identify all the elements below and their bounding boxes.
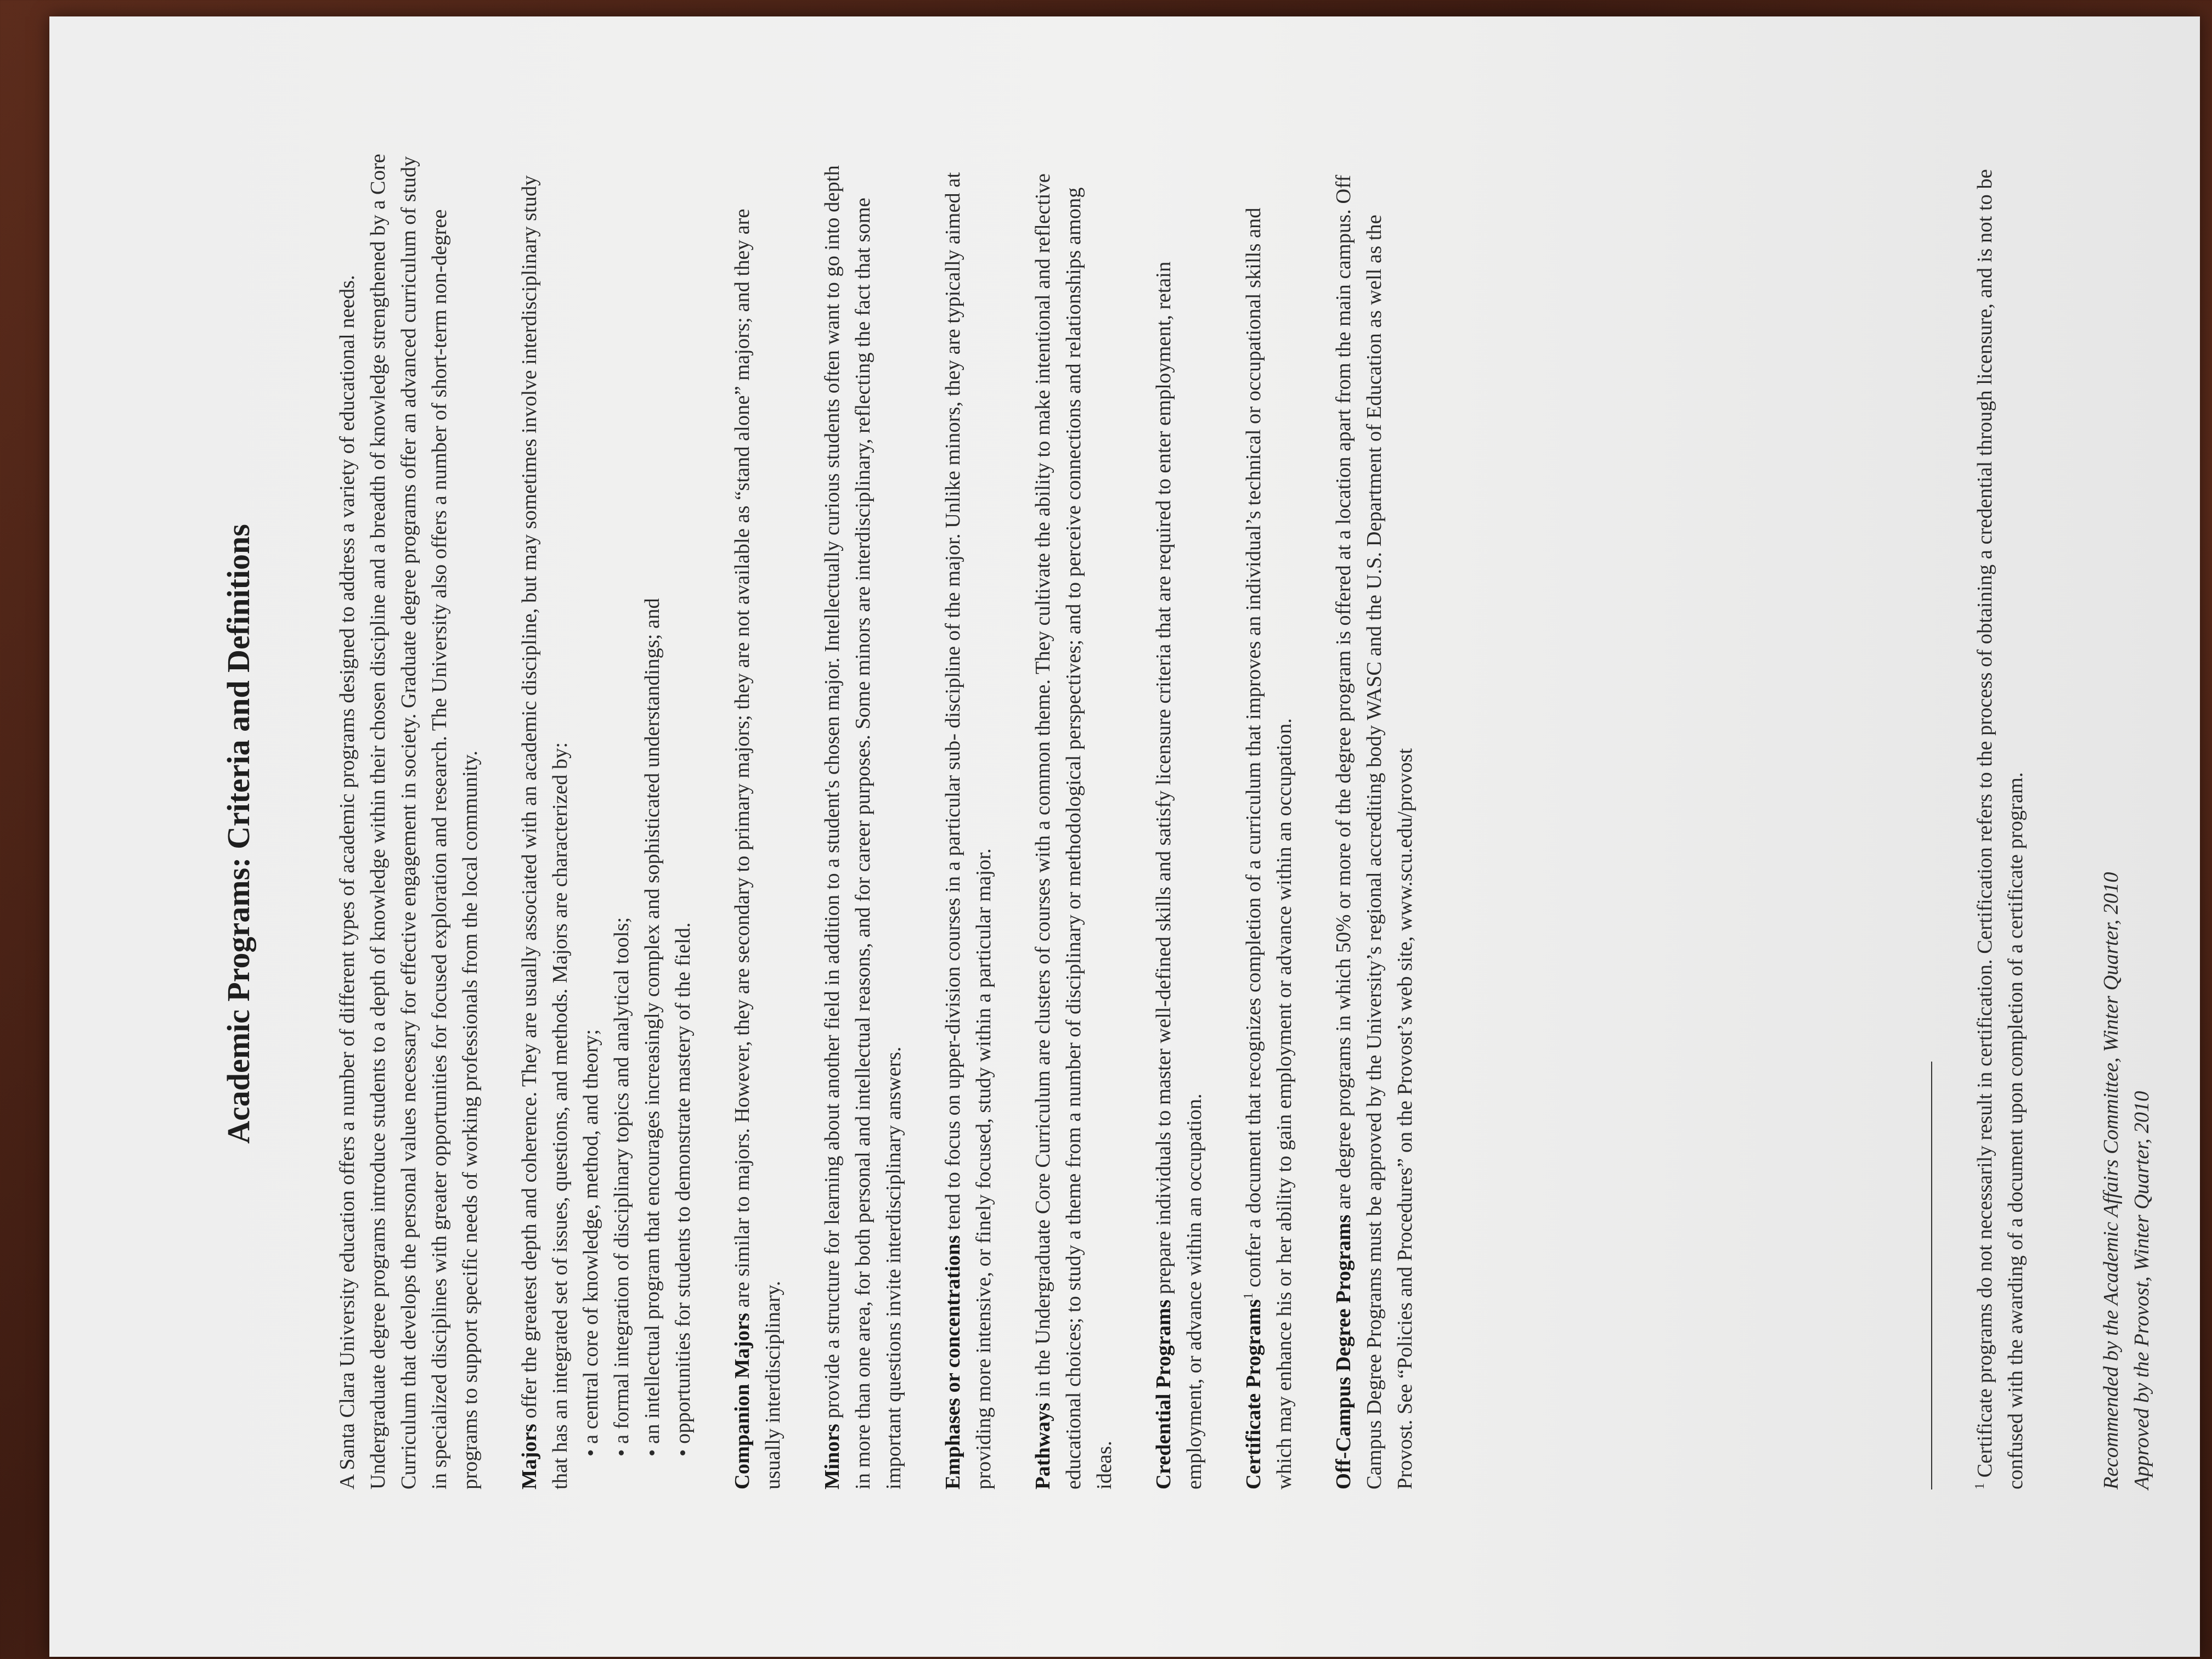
footnote-divider xyxy=(1931,1062,1932,1489)
companion-majors-term: Companion Majors xyxy=(731,1313,754,1489)
certificate-programs-text: confer a document that recognizes completion of a curriculum that improves an individual’s technical or occupational skills and which may enhance his or her ability to gain employment or advance within an occupation. xyxy=(1242,207,1296,1489)
credential-programs-term: Credential Programs xyxy=(1152,1299,1175,1489)
off-campus-term: Off-Campus Degree Programs xyxy=(1332,1214,1355,1489)
majors-section xyxy=(514,151,698,1489)
credential-programs-text: prepare individuals to master well-defined skills and satisfy licensure criteria that are required to enter employment, retain employment, or advance within an occupation. xyxy=(1152,261,1206,1489)
pathways-text: in the Undergraduate Core Curriculum are clusters of courses with a common theme. They cultivate the ability to make intentional and reflective educational choices; to study a theme from a number of disciplinary or methodological perspectives; and to perceive connections and relationships among ideas. xyxy=(1031,173,1116,1489)
off-campus-text: are degree programs in which 50% or more of the degree program is offered at a location apart from the main campus. Off Campus Degree Programs must be approved by the University’s regional accrediting body WASC and the U.S. Department of Education as well as the Provost. See “Policies and Procedures” on the Provost’s web site, www.scu.edu/provost xyxy=(1332,174,1417,1489)
footnote-reference: 1 xyxy=(1242,1293,1256,1300)
approval-block xyxy=(2096,151,2157,1489)
minors-term: Minors xyxy=(821,1424,844,1489)
footnote xyxy=(1970,151,2031,1489)
certificate-programs-paragraph xyxy=(1238,151,1300,1489)
companion-majors-text: are similar to majors. However, they are secondary to primary majors; they are not available as “stand alone” majors; and they are usually interdisciplinary. xyxy=(731,208,785,1489)
document-body xyxy=(332,151,1449,1489)
emphases-term: Emphases or concentrations xyxy=(941,1235,964,1489)
footnote-text: Certificate programs do not necessarily result in certification. Certification refers to the process of obtaining a credential through licensure, and is not to be confused with the awarding of a document upon completion of a certificate program. xyxy=(1973,169,2027,1489)
recommended-line: Recommended by the Academic Affairs Committee, Winter Quarter, 2010 xyxy=(2100,872,2123,1489)
pathways-paragraph xyxy=(1028,151,1120,1489)
document-page xyxy=(219,38,2212,1629)
credential-programs-paragraph xyxy=(1148,151,1210,1489)
emphases-paragraph xyxy=(938,151,999,1489)
page-title: Academic Programs: Criteria and Definitions xyxy=(221,524,256,1144)
list-item: • a central core of knowledge, method, and theory; xyxy=(575,151,606,1457)
minors-text: provide a structure for learning about another field in addition to a student's chosen major. Intellectually curious students often want to go into depth in more than one area, for both personal and intellectual reasons, and for career purposes. Some minors are interdisciplinary, reflecting the fact that some important questions invite interdisciplinary answers. xyxy=(821,165,905,1489)
minors-paragraph xyxy=(817,151,909,1489)
emphases-text: tend to focus on upper-division courses in a particular sub- discipline of the major. Unlike minors, they are typically aimed at providing more intensive, or finely focused, study within a particular major. xyxy=(941,172,995,1489)
pathways-term: Pathways xyxy=(1031,1402,1054,1489)
paper-sheet xyxy=(49,16,2200,1657)
list-item: • an intellectual program that encourages increasingly complex and sophisticated understandings; and xyxy=(637,151,668,1457)
list-item: • opportunities for students to demonstrate mastery of the field. xyxy=(668,151,698,1457)
list-item: • a formal integration of disciplinary topics and analytical tools; xyxy=(606,151,637,1457)
approved-line: Approved by the Provost, Winter Quarter, 2010 xyxy=(2130,1091,2153,1489)
certificate-programs-term: Certificate Programs xyxy=(1242,1299,1265,1489)
majors-text: offer the greatest depth and coherence. They are usually associated with an academic discipline, but may sometimes involve interdisciplinary study that has an integrated set of issues, questions, and methods. Majors are characterized by: xyxy=(518,175,572,1489)
companion-majors-paragraph xyxy=(727,151,788,1489)
majors-bullet-list xyxy=(575,151,698,1489)
majors-term: Majors xyxy=(518,1424,541,1489)
footnote-mark: 1 xyxy=(1973,1483,1988,1489)
intro-paragraph: A Santa Clara University education offers a number of different types of academic programs designed to address a variety of educational needs. Undergraduate degree programs introduce students to a depth of knowledge within their chosen discipline and a breadth of knowledge strengthened by a Core Curriculum that develops the personal values necessary for effective engagement in society. Graduate degree programs offer an advanced curriculum of study in specialized disciplines with greater opportunities for focused exploration and research. The University also offers a number of short-term non-degree programs to support specific needs of working professionals from the local community. xyxy=(336,154,482,1489)
off-campus-paragraph xyxy=(1328,151,1420,1489)
